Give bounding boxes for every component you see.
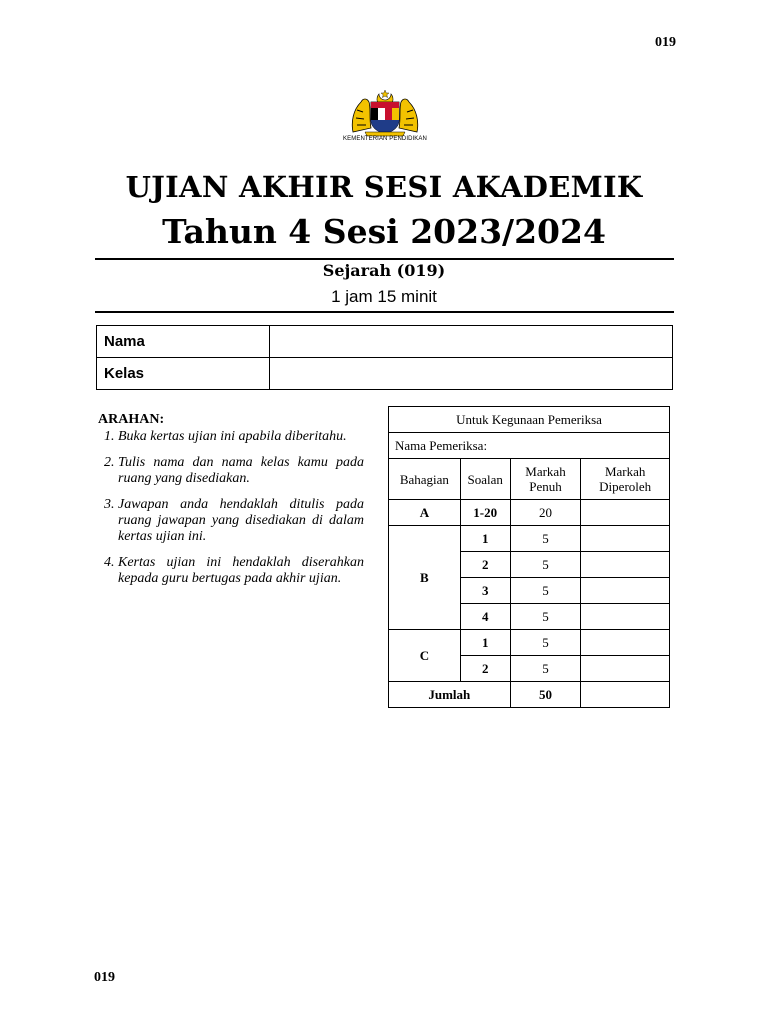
- ministry-crest: [340, 88, 430, 148]
- instructions: [98, 412, 364, 597]
- table-row: [97, 326, 673, 358]
- class-label: Kelas: [97, 358, 270, 390]
- examiner-marks-table: [388, 406, 670, 708]
- instructions-list: [98, 429, 364, 587]
- section-c-obtained-field[interactable]: [581, 630, 670, 656]
- header-soalan: Soalan: [460, 459, 510, 500]
- section-b-question: 4: [460, 604, 510, 630]
- divider-top: [95, 258, 674, 260]
- section-a-full-marks: 20: [510, 500, 581, 526]
- section-b-label: B: [389, 526, 461, 630]
- section-a-label: A: [389, 500, 461, 526]
- table-row: [389, 526, 670, 552]
- section-b-question: 1: [460, 526, 510, 552]
- section-b-obtained-field[interactable]: [581, 578, 670, 604]
- section-a-question: 1-20: [460, 500, 510, 526]
- exam-year-session: Tahun 4 Sesi 2023/2024: [162, 212, 606, 251]
- name-label: Nama: [97, 326, 270, 358]
- class-field[interactable]: [270, 358, 673, 390]
- table-row: [97, 358, 673, 390]
- instructions-title: ARAHAN:: [98, 412, 165, 427]
- section-c-label: C: [389, 630, 461, 682]
- divider-bottom: [95, 311, 674, 313]
- instruction-item: 2. Tulis nama dan nama kelas kamu pada ruang yang disediakan.: [118, 455, 364, 487]
- subject-title: Sejarah (019): [322, 261, 446, 280]
- section-b-full-marks: 5: [510, 578, 581, 604]
- total-obtained-field[interactable]: [581, 682, 670, 708]
- section-c-question: 2: [460, 656, 510, 682]
- exam-duration: 1 jam 15 minit: [331, 287, 437, 306]
- table-row: [389, 500, 670, 526]
- examiner-name-field[interactable]: Nama Pemeriksa:: [389, 433, 670, 459]
- instruction-item: 4. Kertas ujian ini hendaklah diserahkan kepada guru bertugas pada akhir ujian.: [118, 555, 364, 587]
- section-c-full-marks: 5: [510, 656, 581, 682]
- section-b-question: 2: [460, 552, 510, 578]
- table-row: [389, 682, 670, 708]
- table-row: [389, 433, 670, 459]
- total-label: Jumlah: [389, 682, 511, 708]
- page-code-bottom: 019: [94, 970, 115, 985]
- page-code-top: 019: [655, 35, 676, 50]
- instruction-item: 1. Buka kertas ujian ini apabila diberitahu.: [118, 429, 364, 445]
- total-full-marks: 50: [510, 682, 581, 708]
- section-b-obtained-field[interactable]: [581, 604, 670, 630]
- section-b-full-marks: 5: [510, 526, 581, 552]
- section-b-obtained-field[interactable]: [581, 526, 670, 552]
- exam-title: UJIAN AKHIR SESI AKADEMIK: [125, 170, 643, 204]
- section-a-obtained-field[interactable]: [581, 500, 670, 526]
- ministry-caption: KEMENTERIAN PENDIDIKAN: [343, 136, 427, 142]
- section-b-full-marks: 5: [510, 552, 581, 578]
- examiner-table-title: Untuk Kegunaan Pemeriksa: [389, 407, 670, 433]
- section-c-full-marks: 5: [510, 630, 581, 656]
- table-header-row: [389, 459, 670, 500]
- section-c-obtained-field[interactable]: [581, 656, 670, 682]
- section-c-question: 1: [460, 630, 510, 656]
- section-b-obtained-field[interactable]: [581, 552, 670, 578]
- header-markah-penuh: Markah Penuh: [510, 459, 581, 500]
- section-b-full-marks: 5: [510, 604, 581, 630]
- header-bahagian: Bahagian: [389, 459, 461, 500]
- coat-of-arms-icon: [347, 88, 423, 138]
- instruction-item: 3. Jawapan anda hendaklah ditulis pada ruang jawapan yang disediakan di dalam kertas ujian ini.: [118, 497, 364, 545]
- name-field[interactable]: [270, 326, 673, 358]
- section-b-question: 3: [460, 578, 510, 604]
- student-info-table: [96, 325, 673, 390]
- table-row: [389, 407, 670, 433]
- table-row: [389, 630, 670, 656]
- header-markah-diperoleh: Markah Diperoleh: [581, 459, 670, 500]
